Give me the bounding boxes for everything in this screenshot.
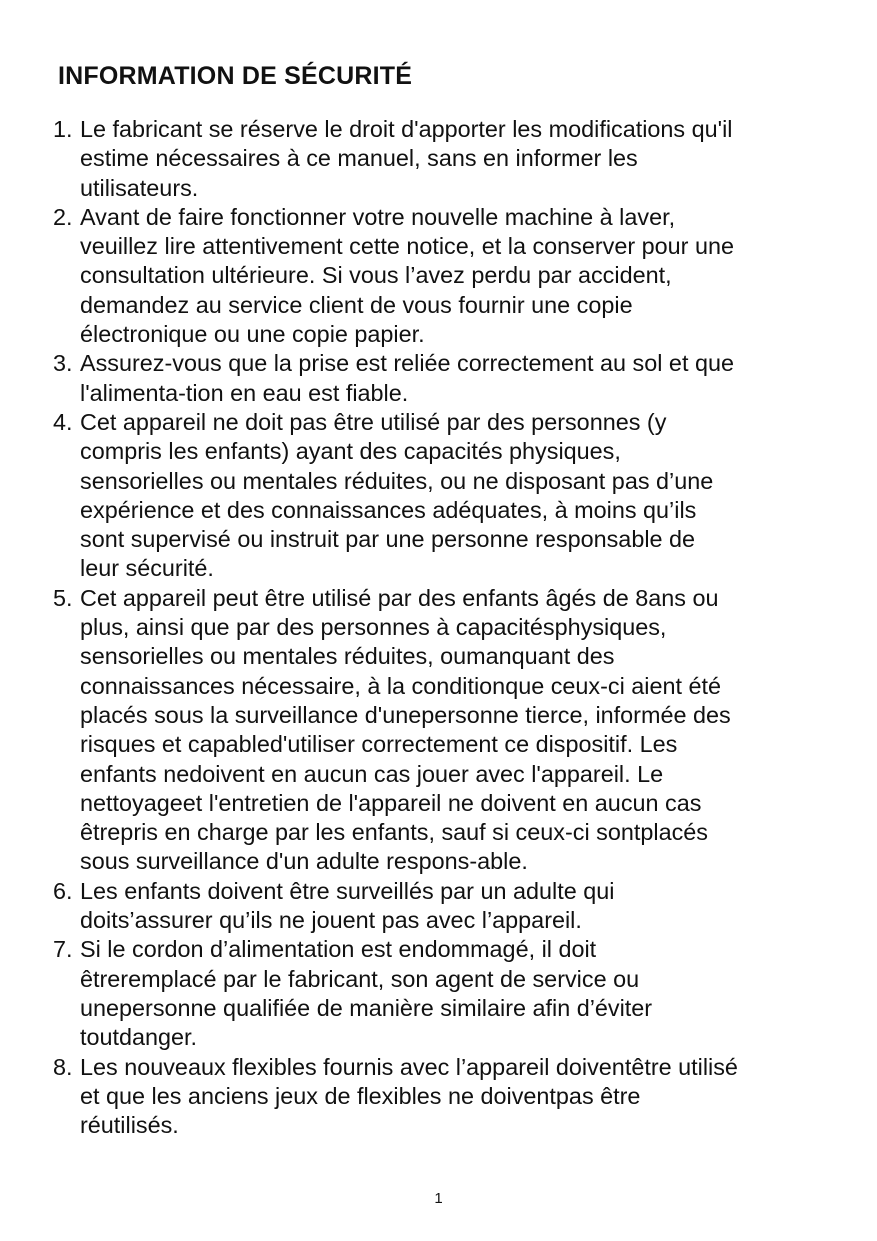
item-text-line: unepersonne qualifiée de manière similaire afin d’éviter — [80, 994, 653, 1021]
item-number: 4. — [53, 408, 73, 435]
item-text-line: enfants nedoivent en aucun cas jouer avec l'appareil. Le — [80, 760, 664, 787]
safety-item-7 — [53, 935, 843, 1052]
safety-item-4 — [53, 408, 843, 584]
item-text-line: veuillez lire attentivement cette notice, et la conserver pour une — [80, 233, 734, 260]
item-text-line: placés sous la surveillance d'unepersonne tierce, informée des — [80, 701, 731, 728]
page-number: 1 — [434, 1190, 443, 1207]
item-text-line: êtreremplacé par le fabricant, son agent de service ou — [80, 965, 640, 992]
item-text-line: nettoyageet l'entretien de l'appareil ne doivent en aucun cas — [80, 789, 702, 816]
page-title: INFORMATION DE SÉCURITÉ — [58, 62, 413, 90]
item-text-line: Avant de faire fonctionner votre nouvelle machine à laver, — [80, 203, 676, 230]
item-number: 1. — [53, 116, 73, 142]
item-text-line: Les nouveaux flexibles fournis avec l’appareil doiventêtre utilisé — [80, 1053, 738, 1080]
item-text-line: électronique ou une copie papier. — [80, 321, 425, 348]
item-text-line: doits’assurer qu’ils ne jouent pas avec l’appareil. — [80, 907, 582, 934]
item-text-line: Assurez-vous que la prise est reliée correctement au sol et que — [80, 350, 734, 377]
item-number: 6. — [53, 877, 73, 904]
safety-item-3 — [53, 349, 843, 408]
safety-item-2 — [53, 203, 843, 349]
item-text-line: demandez au service client de vous fournir une copie — [80, 291, 633, 318]
item-text-line: estime nécessaires à ce manuel, sans en informer les — [80, 145, 638, 172]
item-text-line: toutdanger. — [80, 1024, 198, 1051]
item-text-line: leur sécurité. — [80, 555, 214, 582]
item-number: 5. — [53, 584, 73, 611]
safety-item-1 — [53, 115, 843, 203]
item-text-line: compris les enfants) ayant des capacités physiques, — [80, 438, 621, 465]
item-number: 3. — [53, 350, 73, 377]
item-text-line: sont supervisé ou instruit par une personne responsable de — [80, 526, 696, 553]
item-text-line: connaissances nécessaire, à la conditionque ceux-ci aient été — [80, 672, 722, 699]
item-text-line: consultation ultérieure. Si vous l’avez perdu par accident, — [80, 262, 672, 289]
safety-item-5 — [53, 584, 843, 877]
item-text-line: Cet appareil peut être utilisé par des enfants âgés de 8ans ou — [80, 584, 719, 611]
item-number: 8. — [53, 1053, 73, 1080]
item-text-line: Cet appareil ne doit pas être utilisé par des personnes (y — [80, 408, 667, 435]
safety-list — [53, 115, 843, 1140]
item-text-line: sensorielles ou mentales réduites, oumanquant des — [80, 643, 615, 670]
item-text-line: Si le cordon d’alimentation est endommagé, il doit — [80, 936, 597, 963]
item-text-line: et que les anciens jeux de flexibles ne doiventpas être — [80, 1082, 641, 1109]
item-text-line: expérience et des connaissances adéquates, à moins qu’ils — [80, 496, 697, 523]
item-text-line: êtrepris en charge par les enfants, sauf si ceux-ci sontplacés — [80, 819, 708, 846]
item-text-line: utilisateurs. — [80, 174, 199, 201]
item-number: 7. — [53, 936, 73, 963]
item-text-line: Le fabricant se réserve le droit d'apporter les modifications qu'il — [80, 116, 733, 142]
safety-item-6 — [53, 877, 843, 936]
item-text-line: plus, ainsi que par des personnes à capacitésphysiques, — [80, 614, 667, 641]
item-text-line: sous surveillance d'un adulte respons-able. — [80, 848, 528, 875]
safety-item-8 — [53, 1053, 843, 1141]
item-text-line: Les enfants doivent être surveillés par un adulte qui — [80, 877, 615, 904]
item-text-line: réutilisés. — [80, 1112, 179, 1139]
item-text-line: risques et capabled'utiliser correctement ce dispositif. Les — [80, 731, 678, 758]
item-text-line: sensorielles ou mentales réduites, ou ne disposant pas d’une — [80, 467, 714, 494]
item-number: 2. — [53, 203, 73, 230]
item-text-line: l'alimenta-tion en eau est fiable. — [80, 379, 409, 406]
